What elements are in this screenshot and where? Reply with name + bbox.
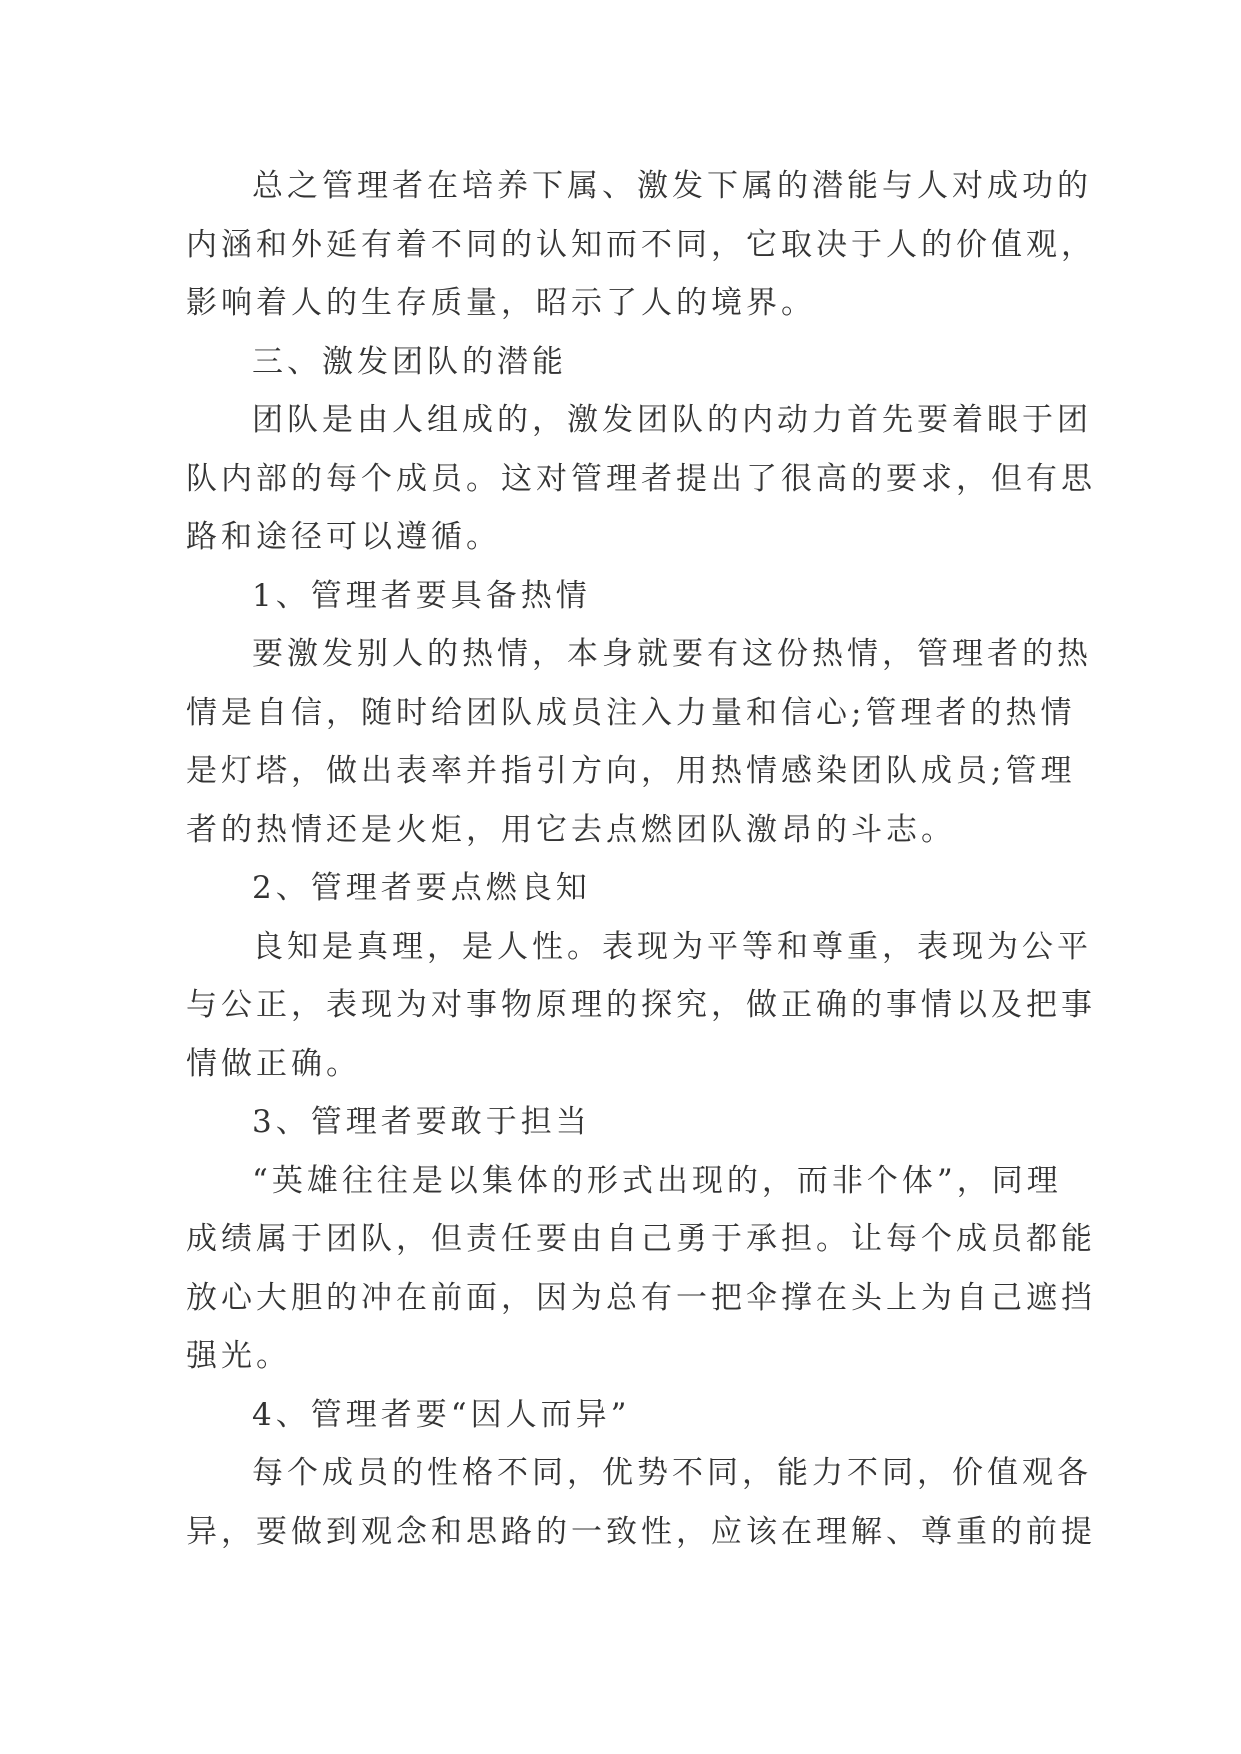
paragraph-line: 强光。	[186, 1338, 291, 1374]
section-heading	[186, 1386, 1066, 1445]
paragraph-line: 总之管理者在培养下属、激发下属的潜能与人对成功的	[252, 168, 1092, 204]
paragraph-line: 成绩属于团队，但责任要由自己勇于承担。让每个成员都能	[186, 1221, 1096, 1257]
paragraph-line: 路和途径可以遵循。	[186, 519, 501, 555]
paragraph-line: 与公正，表现为对事物原理的探究，做正确的事情以及把事	[186, 987, 1096, 1023]
heading-text: 3、管理者要敢于担当	[252, 1104, 591, 1140]
section-heading	[186, 1093, 1066, 1152]
paragraph	[186, 391, 1096, 567]
heading-text: 三、激发团队的潜能	[252, 343, 567, 380]
heading-text: 2、管理者要点燃良知	[252, 870, 591, 906]
section-heading	[186, 859, 1066, 918]
document-body	[186, 157, 1096, 1561]
paragraph-line: 内涵和外延有着不同的认知而不同，它取决于人的价值观，	[186, 226, 1096, 263]
paragraph-line: 放心大胆的冲在前面，因为总有一把伞撑在头上为自己遮挡	[186, 1279, 1096, 1316]
paragraph-line: “英雄往往是以集体的形式出现的，而非个体”，同理	[252, 1162, 1062, 1199]
paragraph	[186, 625, 1092, 859]
paragraph	[186, 1152, 1096, 1386]
paragraph-line: 队内部的每个成员。这对管理者提出了很高的要求，但有思	[186, 460, 1096, 497]
paragraph	[186, 157, 1096, 333]
paragraph-line: 异，要做到观念和思路的一致性，应该在理解、尊重的前提	[186, 1513, 1096, 1550]
paragraph-line: 情是自信，随时给团队成员注入力量和信心;管理者的热情	[186, 694, 1076, 731]
section-heading	[186, 333, 1066, 392]
paragraph-line: 团队是由人组成的，激发团队的内动力首先要着眼于团	[252, 402, 1092, 438]
paragraph-line: 要激发别人的热情，本身就要有这份热情，管理者的热	[252, 636, 1092, 672]
paragraph-line: 每个成员的性格不同，优势不同，能力不同，价值观各	[252, 1455, 1092, 1491]
paragraph	[186, 918, 1096, 1094]
section-heading	[186, 567, 1066, 626]
paragraph-line: 影响着人的生存质量，昭示了人的境界。	[186, 285, 816, 321]
paragraph-line: 者的热情还是火炬，用它去点燃团队激昂的斗志。	[186, 811, 956, 848]
paragraph-line: 情做正确。	[186, 1045, 361, 1082]
heading-text: 1、管理者要具备热情	[252, 577, 591, 614]
paragraph	[186, 1444, 1096, 1561]
heading-text: 4、管理者要“因人而异”	[252, 1396, 631, 1433]
paragraph-line: 是灯塔，做出表率并指引方向，用热情感染团队成员;管理	[186, 753, 1076, 789]
paragraph-line: 良知是真理，是人性。表现为平等和尊重，表现为公平	[252, 928, 1092, 965]
